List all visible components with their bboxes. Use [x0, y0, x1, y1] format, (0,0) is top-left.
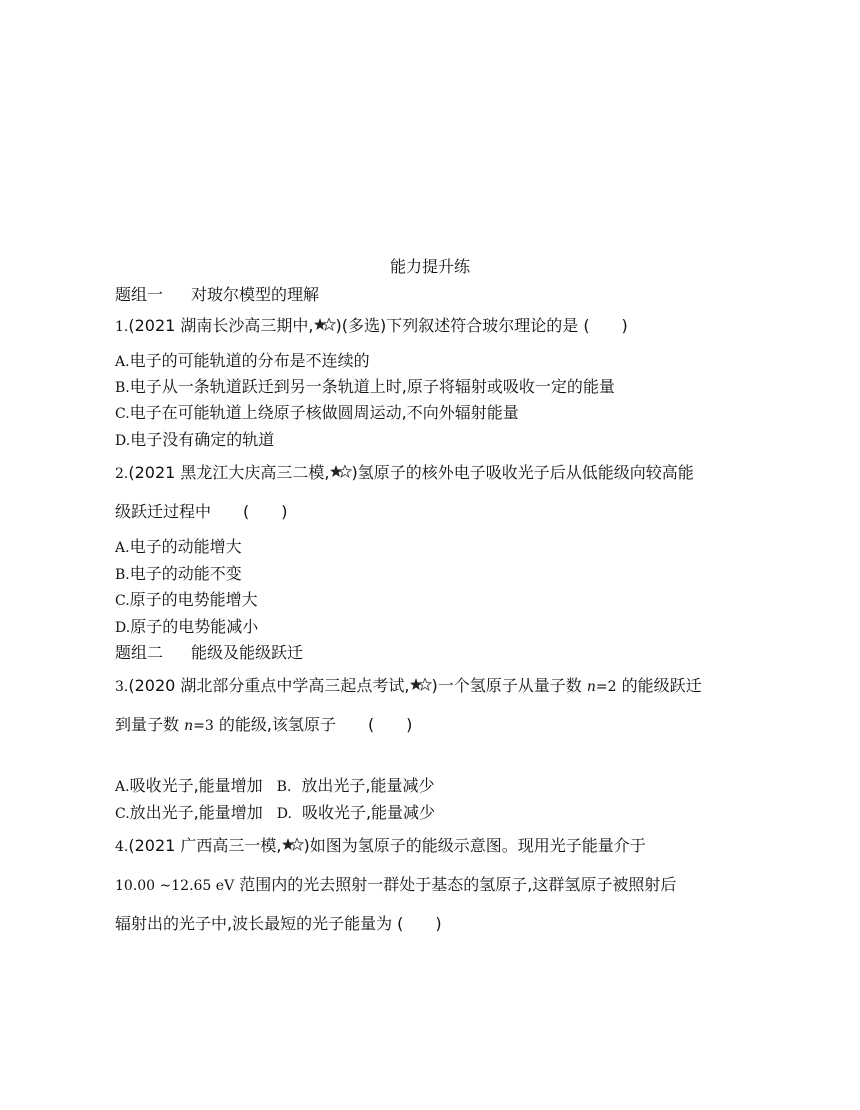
quantum-number-value: =2 [595, 679, 617, 695]
option-b [115, 563, 242, 586]
option-c [115, 589, 258, 612]
question-number: 4. [115, 839, 129, 855]
question-4-cont-2: 辐射出的光子中,波长最短的光子能量为 ( ) [115, 914, 442, 933]
question-text: 到量子数 [115, 715, 185, 734]
option-letter: B. [115, 567, 130, 583]
option-letter: D. [115, 433, 131, 449]
question-number: 1. [115, 319, 129, 335]
option-c [115, 402, 519, 425]
option-letter: D. [115, 620, 131, 636]
question-source: (2021 湖南长沙高三期中, [128, 316, 314, 335]
quantum-number-value: =3 [193, 718, 214, 734]
difficulty-stars-icon [282, 838, 304, 852]
option-letter: B. [115, 380, 130, 396]
option-letter: B. [276, 779, 292, 795]
question-text: )氢原子的核外电子吸收光子后从低能级向较高能 [351, 463, 694, 482]
quantum-number-var: n [586, 679, 596, 695]
question-text: 范围内的光去照射一群处于基态的氢原子,这群氢原子被照射后 [234, 875, 677, 894]
difficulty-stars-icon [410, 678, 432, 692]
option-letter: C. [115, 806, 130, 822]
question-2 [115, 462, 694, 485]
question-number: 3. [115, 679, 129, 695]
question-2-cont: 级跃迁过程中 ( ) [115, 502, 288, 521]
option-text: 原子的电势能减小 [130, 617, 259, 636]
option-letter: C. [115, 406, 130, 422]
question-number: 2. [115, 466, 129, 482]
option-d [115, 429, 274, 452]
option-a [115, 350, 370, 373]
question-1 [115, 315, 628, 338]
option-text: 电子没有确定的轨道 [130, 430, 275, 449]
question-4-cont [115, 874, 676, 897]
group-heading-1 [115, 284, 319, 306]
group-name: 能级及能级跃迁 [191, 643, 304, 662]
option-text: 电子的动能增大 [129, 537, 242, 556]
option-text: 原子的电势能增大 [129, 590, 258, 609]
difficulty-stars-icon [330, 465, 352, 479]
question-3 [115, 675, 702, 698]
group-name: 对玻尔模型的理解 [191, 285, 320, 304]
energy-range: 10.00 ~12.65 eV [115, 878, 235, 894]
question-3-cont [115, 714, 412, 737]
options-row-1 [115, 775, 435, 798]
option-a-text: 吸收光子,能量增加 [129, 776, 263, 795]
option-text: 电子在可能轨道上绕原子核做圆周运动,不向外辐射能量 [129, 403, 519, 422]
section-title: 能力提升练 [389, 257, 470, 276]
option-letter: A. [115, 354, 130, 370]
difficulty-stars-icon [314, 318, 336, 332]
group-heading-2 [115, 642, 303, 664]
option-d-text: 吸收光子,能量减少 [301, 803, 436, 822]
question-text: 的能级,该氢原子 ( ) [213, 715, 413, 734]
option-text: 电子的动能不变 [129, 564, 242, 583]
question-source: (2021 广西高三一模, [128, 836, 282, 855]
group-label: 题组一 [115, 285, 164, 304]
question-text: )如图为氢原子的能级示意图。现用光子能量介于 [303, 836, 646, 855]
question-text: )一个氢原子从量子数 [431, 676, 587, 695]
question-4 [115, 835, 646, 858]
option-b [115, 376, 615, 399]
option-text: 电子从一条轨道跃迁到另一条轨道上时,原子将辐射或吸收一定的能量 [129, 377, 615, 396]
options-row-2 [115, 802, 435, 825]
question-source: (2020 湖北部分重点中学高三起点考试, [128, 676, 410, 695]
quantum-number-var: n [184, 718, 194, 734]
question-text: )(多选)下列叙述符合玻尔理论的是 ( ) [335, 316, 628, 335]
question-text: 的能级跃迁 [616, 676, 702, 695]
option-b-text: 放出光子,能量减少 [301, 776, 435, 795]
option-text: 电子的可能轨道的分布是不连续的 [129, 351, 370, 370]
option-a [115, 536, 242, 559]
option-d [115, 616, 258, 639]
option-letter: D. [276, 806, 292, 822]
option-letter: A. [115, 779, 130, 795]
option-letter: A. [115, 540, 130, 556]
group-label: 题组二 [115, 643, 164, 662]
option-letter: C. [115, 593, 130, 609]
option-c-text: 放出光子,能量增加 [129, 803, 263, 822]
question-source: (2021 黑龙江大庆高三二模, [128, 463, 330, 482]
